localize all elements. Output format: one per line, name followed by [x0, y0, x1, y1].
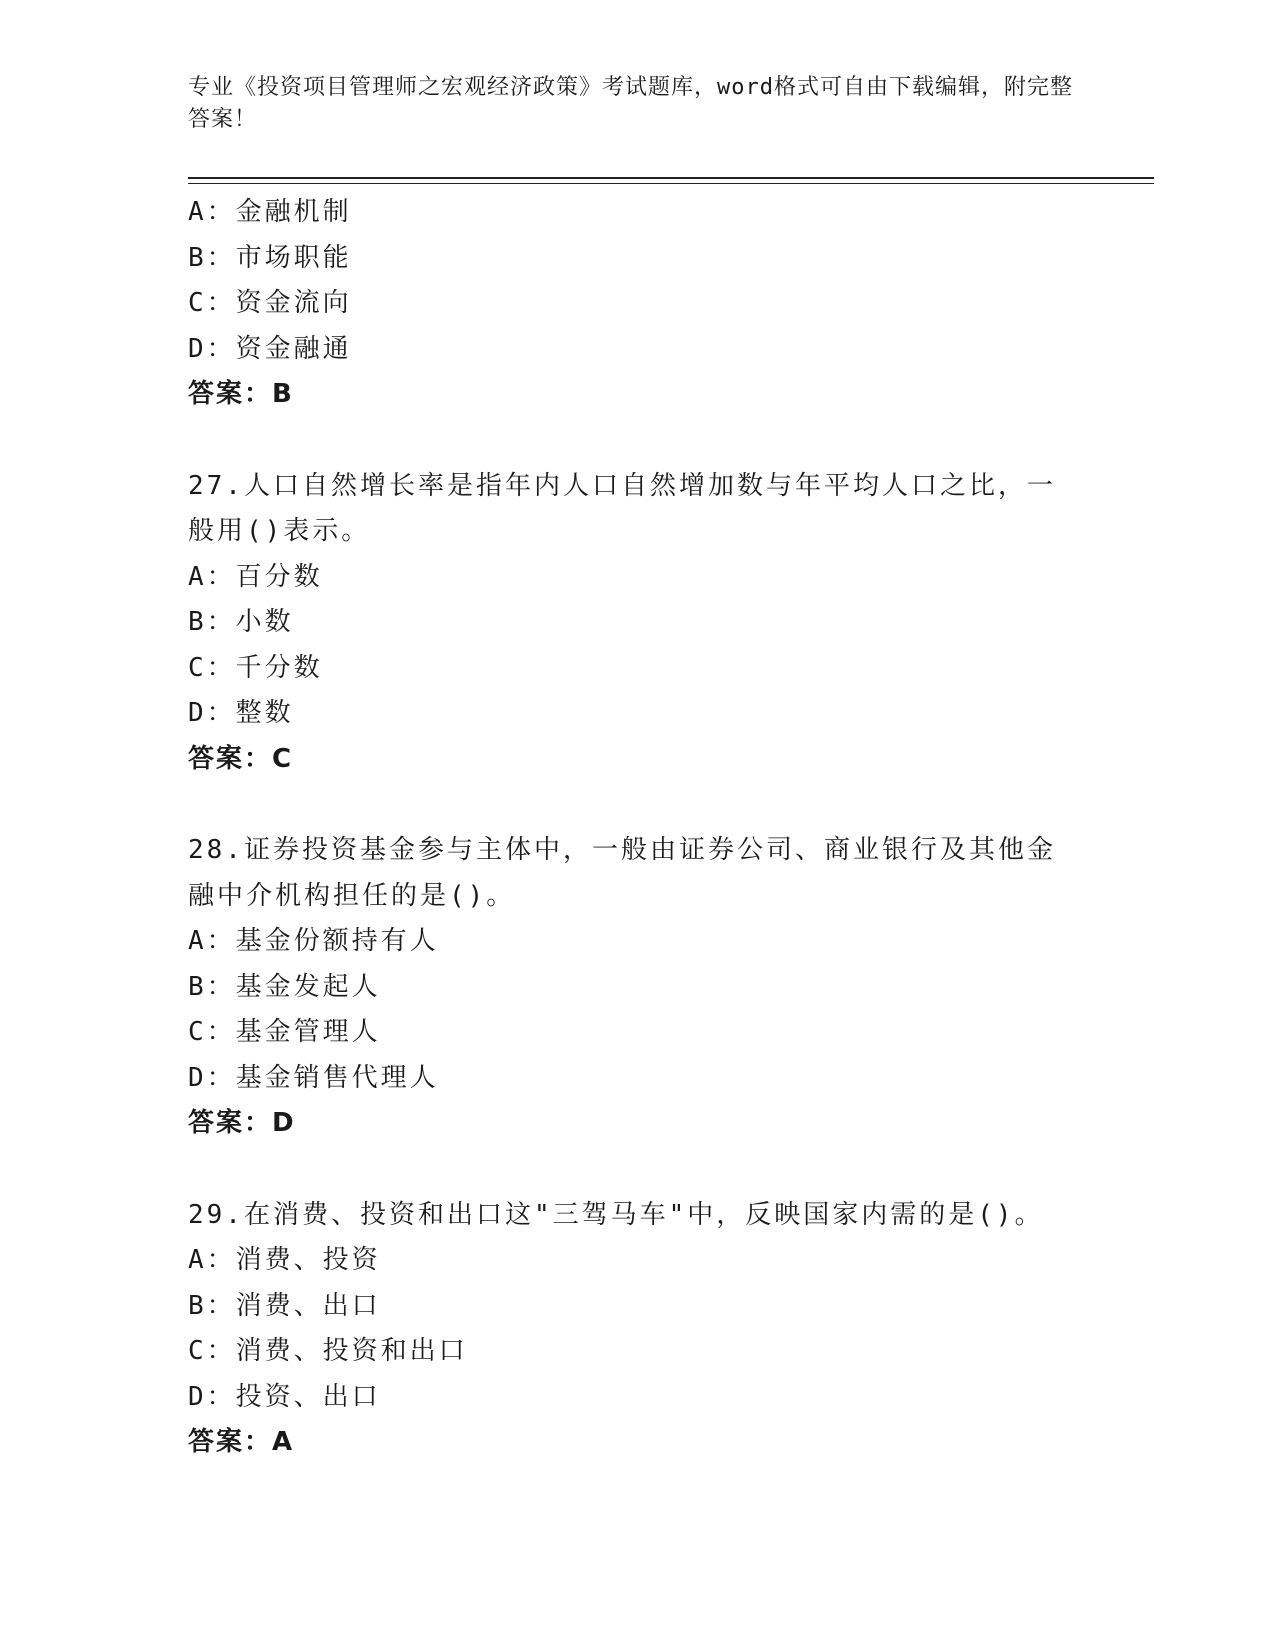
option-d: D：基金销售代理人	[188, 1062, 439, 1093]
spacer	[188, 782, 1088, 828]
option-b: B：小数	[188, 607, 294, 637]
answer-line: 答案：D	[188, 1108, 296, 1138]
option-a: A：消费、投资	[188, 1245, 381, 1275]
option-c: C：千分数	[188, 652, 323, 683]
option-b: B：消费、出口	[188, 1290, 381, 1321]
question-26	[188, 190, 1088, 418]
spacer	[188, 1147, 1088, 1193]
option-a: A：基金份额持有人	[188, 926, 439, 956]
document-intro: 专业《投资项目管理师之宏观经济政策》考试题库，word格式可自由下载编辑，附完整答案！	[188, 75, 1073, 132]
question-list	[188, 190, 1088, 1466]
spacer	[188, 418, 1088, 464]
header-divider-thin	[188, 183, 1154, 184]
answer-line: 答案：C	[188, 743, 294, 774]
option-a: A：金融机制	[188, 197, 352, 227]
option-c: C：基金管理人	[188, 1017, 381, 1047]
question-stem: 27.人口自然增长率是指年内人口自然增加数与年平均人口之比，一般用()表示。	[188, 470, 1056, 546]
option-d: D：投资、出口	[188, 1381, 381, 1412]
question-stem: 28.证券投资基金参与主体中，一般由证券公司、商业银行及其他金融中介机构担任的是()。	[188, 835, 1056, 911]
option-a: A：百分数	[188, 561, 323, 592]
answer-line: 答案：B	[188, 379, 294, 409]
question-stem: 29.在消费、投资和出口这"三驾马车"中，反映国家内需的是()。	[188, 1199, 1044, 1230]
header-divider-thick	[188, 177, 1154, 179]
option-d: D：整数	[188, 698, 294, 728]
option-d: D：资金融通	[188, 333, 352, 364]
question-29	[188, 1193, 1088, 1466]
question-27	[188, 464, 1088, 783]
option-c: C：资金流向	[188, 288, 352, 318]
option-b: B：市场职能	[188, 242, 352, 273]
question-28	[188, 828, 1088, 1147]
option-b: B：基金发起人	[188, 971, 381, 1002]
option-c: C：消费、投资和出口	[188, 1336, 468, 1366]
answer-line: 答案：A	[188, 1427, 295, 1457]
